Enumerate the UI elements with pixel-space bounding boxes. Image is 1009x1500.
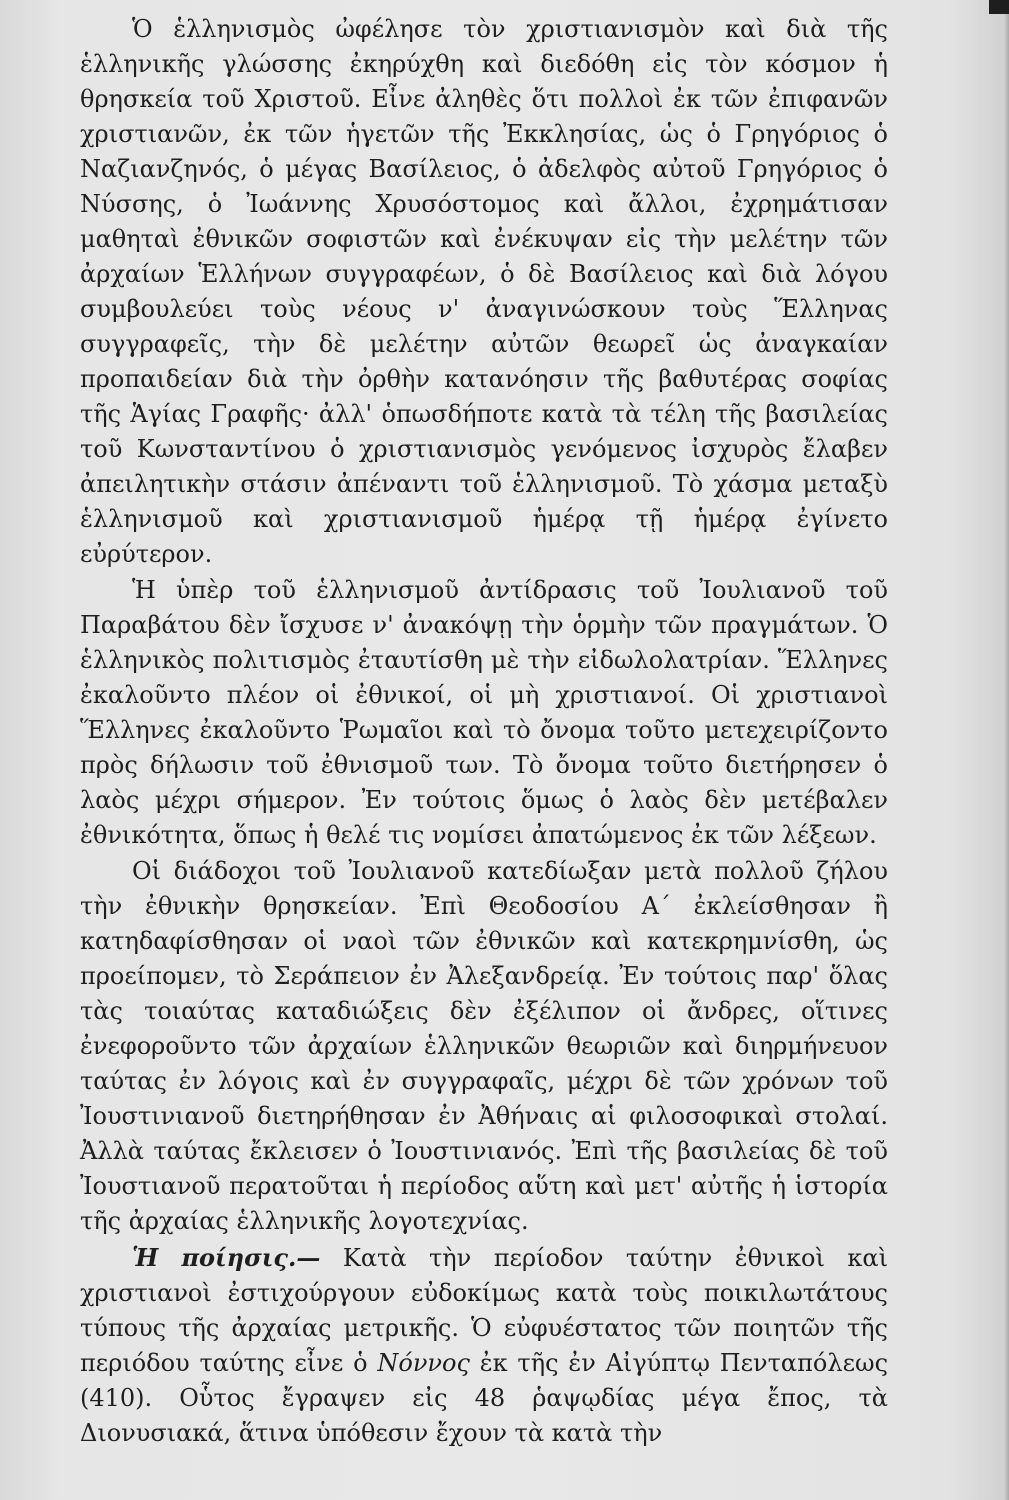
paragraph-julian-reaction: Ἡ ὑπὲρ τοῦ ἑλληνισμοῦ ἀντίδρασις τοῦ Ἰουλιανοῦ τοῦ Παραβάτου δὲν ἴσχυσε ν' ἀνακόψῃ τὴν ὁρμὴν τῶν πραγμάτων. Ὁ ἑλληνικὸς πολιτισμὸς ἐταυτίσθη μὲ τὴν εἰδωλολατρίαν. Ἕλληνες ἐκαλοῦντο πλέον οἱ ἐθνικοί, οἱ μὴ χριστιανοί. Οἱ χριστιανοὶ Ἕλληνες ἐκαλοῦντο Ῥωμαῖοι καὶ τὸ ὄνομα τοῦτο μετεχειρίζοντο πρὸς δήλωσιν τοῦ ἐθνισμοῦ των. Τὸ ὄνομα τοῦτο διετήρησεν ὁ λαὸς μέχρι σήμερον. Ἐν τούτοις ὅμως ὁ λαὸς δὲν μετέβαλεν ἐθνικότητα, ὅπως ἡ θελέ τις νομίσει ἀπατώμενος ἐκ τῶν λέξεων. — [80, 576, 888, 849]
scan-edge-shadow — [1004, 14, 1009, 1500]
poetry-text-end: ἐκ τῆς ἐν Αἰγύπτῳ Πενταπόλεως (410). Οὗτος ἔγραψεν εἰς 48 ῥαψῳδίας μέγα ἔπος, τὰ Διονυσιακά, ἅτινα ὑπόθεσιν ἔχουν τὰ κατὰ τὴν — [80, 1349, 889, 1447]
poet-name: Νόννος — [377, 1349, 470, 1377]
paragraph-hellenism-christianity: Ὁ ἑλληνισμὸς ὠφέλησε τὸν χριστιανισμὸν καὶ διὰ τῆς ἑλληνικῆς γλώσσης ἐκηρύχθη καὶ διεδόθη εἰς τὸν κόσμον ἡ θρησκεία τοῦ Χριστοῦ. Εἶνε ἀληθὲς ὅτι πολλοὶ ἐκ τῶν ἐπιφανῶν χριστιανῶν, ἐκ τῶν ἡγετῶν τῆς Ἐκκλησίας, ὡς ὁ Γρηγόριος ὁ Ναζιανζηνός, ὁ μέγας Βασίλειος, ὁ ἀδελφὸς αὐτοῦ Γρηγόριος ὁ Νύσσης, ὁ Ἰωάννης Χρυσόστομος καὶ ἄλλοι, ἐχρημάτισαν μαθηταὶ ἐθνικῶν σοφιστῶν καὶ ἐνέκυψαν εἰς τὴν μελέτην τῶν ἀρχαίων Ἑλλήνων συγγραφέων, ὁ δὲ Βασίλειος καὶ διὰ λόγου συμβουλεύει τοὺς νέους ν' ἀναγινώσκουν τοὺς Ἕλληνας συγγραφεῖς, τὴν δὲ μελέτην αὐτῶν θεωρεῖ ὡς ἀναγκαίαν προπαιδείαν διὰ τὴν ὀρθὴν κατανόησιν τῆς βαθυτέρας σοφίας τῆς Ἁγίας Γραφῆς· ἀλλ' ὁπωσδήποτε κατὰ τὰ τέλη τῆς βασιλείας τοῦ Κωνσταντίνου ὁ χριστιανισμὸς γενόμενος ἰσχυρὸς ἔλαβεν ἀπειλητικὴν στάσιν ἀπέναντι τοῦ ἑλληνισμοῦ. Τὸ χάσμα μεταξὺ ἑλληνισμοῦ καὶ χριστιανισμοῦ ἡμέρᾳ τῇ ἡμέρᾳ ἐγίνετο εὐρύτερον. — [80, 15, 888, 568]
paragraph-successors-of-julian: Οἱ διάδοχοι τοῦ Ἰουλιανοῦ κατεδίωξαν μετὰ πολλοῦ ζήλου τὴν ἐθνικὴν θρησκείαν. Ἐπὶ Θεοδοσίου Α΄ ἐκλείσθησαν ἢ κατηδαφίσθησαν οἱ ναοὶ τῶν ἐθνικῶν καὶ κατεκρημνίσθη, ὡς προείπομεν, τὸ Σεράπειον ἐν Ἀλεξανδρείᾳ. Ἐν τούτοις παρ' ὅλας τὰς τοιαύτας καταδιώξεις δὲν ἐξέλιπον οἱ ἄνδρες, οἵτινες ἐνεφοροῦντο τῶν ἀρχαίων ἑλληνικῶν θεωριῶν καὶ διηρμήνευον ταύτας ἐν λόγοις καὶ ἐν συγγραφαῖς, μέχρι δὲ τῶν χρόνων τοῦ Ἰουστινιανοῦ διετηρήθησαν ἐν Ἀθήναις αἱ φιλοσοφικαὶ στολαί. Ἀλλὰ ταύτας ἔκλεισεν ὁ Ἰουστινιανός. Ἐπὶ τῆς βασιλείας δὲ τοῦ Ἰουστιανοῦ περατοῦται ἡ περίοδος αὕτη καὶ μετ' αὐτῆς ἡ ἱστορία τῆς ἀρχαίας ἑλληνικῆς λογοτεχνίας. — [80, 857, 888, 1235]
poetry-text-start: Κατὰ τὴν περίοδον ταύτην ἐθνικοὶ καὶ χριστιανοὶ ἐστιχούργουν εὐδοκίμως κατὰ τοὺς ποικιλωτάτους τύπους τῆς ἀρχαίας μετρικῆς. Ὁ εὐφυέστατος τῶν ποιητῶν τῆς περιόδου ταύτης εἶνε ὁ — [80, 1244, 889, 1377]
scan-corner-shadow — [989, 0, 1009, 14]
section-heading-poetry: Ἡ ποίησις.— — [132, 1243, 321, 1272]
body-text — [80, 12, 888, 1451]
paragraph-poetry — [80, 1240, 888, 1451]
